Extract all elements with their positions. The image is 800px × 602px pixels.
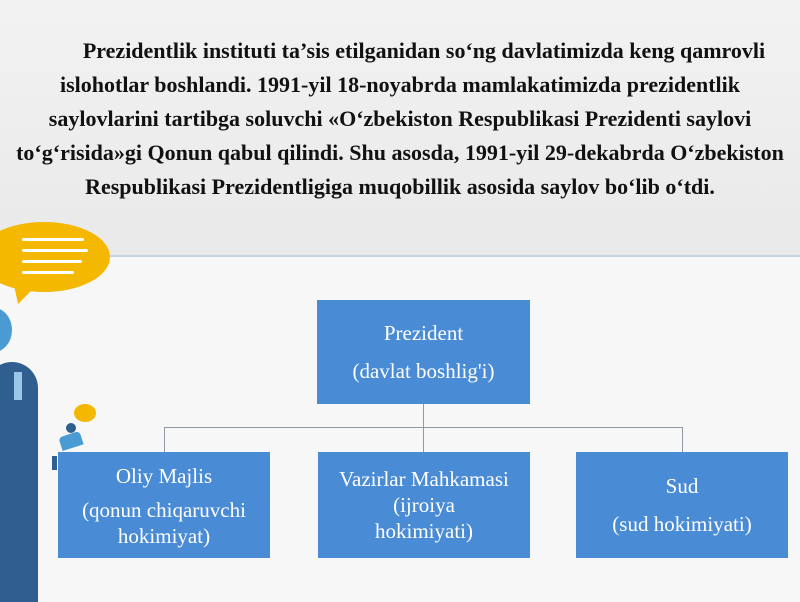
sud-subtitle: (sud hokimiyati) xyxy=(612,512,752,536)
sud-title: Sud xyxy=(665,474,699,498)
president-title: Prezident xyxy=(383,321,464,345)
sud-box xyxy=(576,452,788,558)
vazirlar-mahkamasi-box xyxy=(318,452,530,558)
oliy-majlis-subtitle: (qonun chiqaruvchi hokimiyat) xyxy=(82,498,246,548)
connector-middle-down xyxy=(423,427,424,452)
president-box xyxy=(317,300,530,404)
connector-right-down xyxy=(682,427,683,452)
connector-left-down xyxy=(164,427,165,452)
connector-root-down xyxy=(423,404,424,428)
oliy-majlis-box xyxy=(58,452,270,558)
president-subtitle: (davlat boshlig'i) xyxy=(352,359,495,383)
intro-paragraph: Prezidentlik instituti ta’sis etilganidan so‘ng davlatimizda keng qamrovli islohotlar boshlandi. 1991-yil 18-noyabrda mamlakatimizda prezidentlik saylovlarini tartibga soluvchi «O‘zbekiston Respublikasi Prezidenti saylovi to‘g‘risida»gi Qonun qabul qilindi. Shu asosda, 1991-yil 29-dekabrda O‘zbekiston Respublikasi Prezidentligiga muqobillik asosida saylov bo‘lib o‘tdi. xyxy=(16,38,784,199)
vazirlar-mahkamasi-subtitle: hokimiyati) xyxy=(375,519,473,543)
oliy-majlis-title: Oliy Majlis xyxy=(115,464,213,488)
vazirlar-mahkamasi-title: Vazirlar Mahkamasi (ijroiya xyxy=(339,467,509,517)
divider-line xyxy=(0,255,800,257)
